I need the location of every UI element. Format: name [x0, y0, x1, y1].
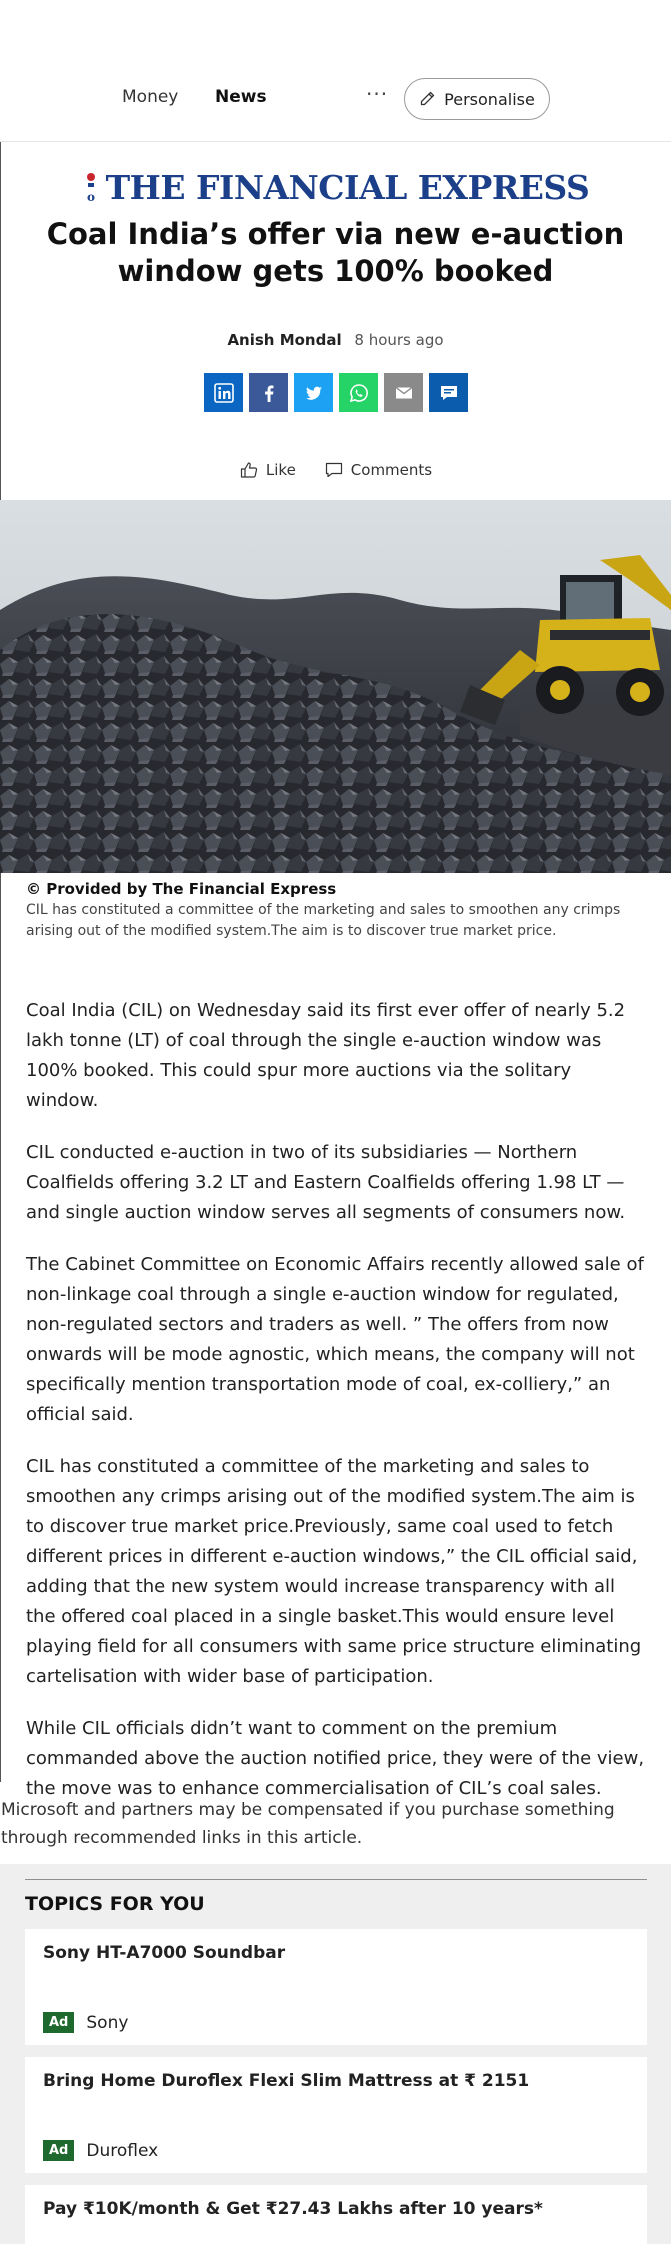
topic-card[interactable]	[25, 2185, 647, 2244]
comments-button[interactable]	[324, 460, 432, 480]
sponsor-row	[43, 2012, 128, 2033]
affiliate-disclaimer: Microsoft and partners may be compensated if you purchase something through recommended links in this article.	[1, 1800, 615, 1848]
image-caption-text: CIL has constituted a committee of the marketing and sales to smoothen any crimps arising out of the modified system.The aim is to discover true market price.	[26, 902, 621, 939]
like-label: Like	[265, 461, 296, 479]
personalise-label: Personalise	[444, 89, 535, 109]
facebook-share-button[interactable]	[249, 373, 288, 412]
topic-card-title: Pay ₹10K/month & Get ₹27.43 Lakhs after 10 years*	[43, 2199, 543, 2219]
sponsor-row	[43, 2140, 158, 2161]
financial-express-emblem-icon	[82, 171, 100, 205]
thumbs-up-icon	[239, 460, 259, 480]
publish-time: 8 hours ago	[354, 331, 444, 349]
article-hero-image	[0, 500, 671, 873]
ad-badge: Ad	[43, 2140, 74, 2161]
comment-share-icon	[438, 382, 460, 404]
pencil-icon	[419, 91, 435, 107]
article-paragraph: The Cabinet Committee on Economic Affairs recently allowed sale of non-linkage coal through a single e-auction window for regulated, non-regulated sectors and traders as well. ” The offers from now onwards will be mode agnostic, which means, the company will not specifically mention transportation mode of coal, ex-colliery,” an official said.	[26, 1254, 644, 1425]
coal-yard-photo	[0, 500, 671, 873]
comment-share-button[interactable]	[429, 373, 468, 412]
topic-card-title: Bring Home Duroflex Flexi Slim Mattress at ₹ 2151	[43, 2071, 530, 2091]
whatsapp-icon	[348, 382, 370, 404]
sponsor-name: Duroflex	[86, 2140, 159, 2161]
topic-card-title: Sony HT-A7000 Soundbar	[43, 1943, 286, 1963]
article-paragraph: CIL conducted e-auction in two of its subsidiaries — Northern Coalfields offering 3.2 LT and Eastern Coalfields offering 1.98 LT — and single auction window serves all segments of consumers now.	[26, 1142, 626, 1223]
svg-text:o: o	[86, 189, 95, 204]
article-paragraph: While CIL officials didn’t want to comment on the premium commanded above the auction notified price, they were of the view, the move was to enhance commercialisation of CIL’s coal sales.	[26, 1718, 645, 1799]
author-name[interactable]: Anish Mondal	[227, 331, 342, 349]
whatsapp-share-button[interactable]	[339, 373, 378, 412]
article-paragraph: CIL has constituted a committee of the marketing and sales to smoothen any crimps arising out of the modified system.The aim is to discover true market price.Previously, same coal used to fetch different prices in different e-auction windows,” the CIL official said, adding that the new system would increase transparency with all the offered coal placed in a single basket.This would ensure level playing field for all consumers with same price structure eliminating cartelisation with wider base of participation.	[26, 1456, 642, 1687]
comment-icon	[324, 460, 344, 480]
image-caption	[26, 880, 646, 942]
email-icon	[393, 382, 415, 404]
twitter-share-button[interactable]	[294, 373, 333, 412]
topic-card[interactable]	[25, 1929, 647, 2045]
more-options-button[interactable]: ···	[366, 82, 389, 106]
comments-label: Comments	[350, 461, 433, 479]
share-bar	[204, 373, 468, 412]
article-headline: Coal India’s offer via new e-auction window gets 100% booked	[46, 217, 625, 288]
publisher-name: THE FINANCIAL EXPRESS	[105, 168, 590, 207]
like-button[interactable]	[239, 460, 296, 480]
top-nav	[0, 0, 671, 142]
topics-title: TOPICS FOR YOU	[25, 1893, 205, 1915]
byline	[0, 331, 671, 349]
ad-badge: Ad	[43, 2012, 74, 2033]
facebook-icon	[258, 382, 280, 404]
article-body	[26, 996, 648, 1826]
twitter-icon	[303, 382, 325, 404]
topic-card[interactable]	[25, 2057, 647, 2173]
reaction-bar	[0, 460, 671, 480]
topics-section	[0, 1864, 671, 2244]
divider	[25, 1879, 647, 1880]
linkedin-icon	[213, 382, 235, 404]
publisher-logo[interactable]	[0, 168, 671, 209]
nav-news[interactable]: News	[215, 87, 267, 107]
article-left-border	[0, 142, 1, 1782]
personalise-button[interactable]	[404, 78, 550, 120]
email-share-button[interactable]	[384, 373, 423, 412]
sponsor-name: Sony	[86, 2012, 129, 2033]
nav-money[interactable]: Money	[122, 87, 179, 107]
image-credit: © Provided by The Financial Express	[26, 880, 337, 898]
article-paragraph: Coal India (CIL) on Wednesday said its first ever offer of nearly 5.2 lakh tonne (LT) of coal through the single e-auction window was 100% booked. This could spur more auctions via the solitary window.	[26, 1000, 626, 1111]
linkedin-share-button[interactable]	[204, 373, 243, 412]
